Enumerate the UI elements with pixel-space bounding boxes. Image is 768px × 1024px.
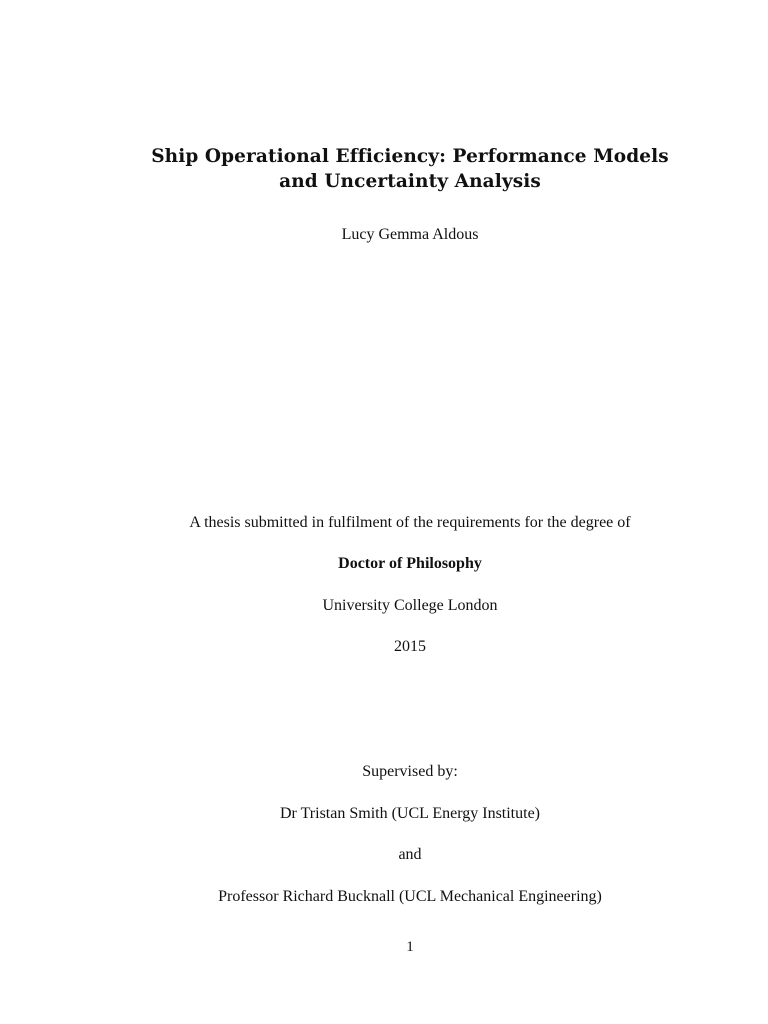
submission-year: 2015: [394, 638, 426, 655]
thesis-title-line-1: Ship Operational Efficiency: Performance Models: [151, 146, 669, 167]
supervisor-1: Dr Tristan Smith (UCL Energy Institute): [280, 805, 540, 822]
submission-statement: A thesis submitted in fulfilment of the requirements for the degree of: [189, 514, 631, 531]
supervisor-2: Professor Richard Bucknall (UCL Mechanical Engineering): [218, 888, 602, 905]
supervised-by-label: Supervised by:: [362, 763, 458, 780]
thesis-title-line-2: and Uncertainty Analysis: [279, 171, 541, 192]
page-number: 1: [406, 939, 414, 955]
supervisor-conjunction: and: [398, 846, 422, 863]
institution-name: University College London: [322, 597, 498, 614]
degree-name: Doctor of Philosophy: [338, 555, 482, 572]
author-name: Lucy Gemma Aldous: [341, 226, 479, 243]
